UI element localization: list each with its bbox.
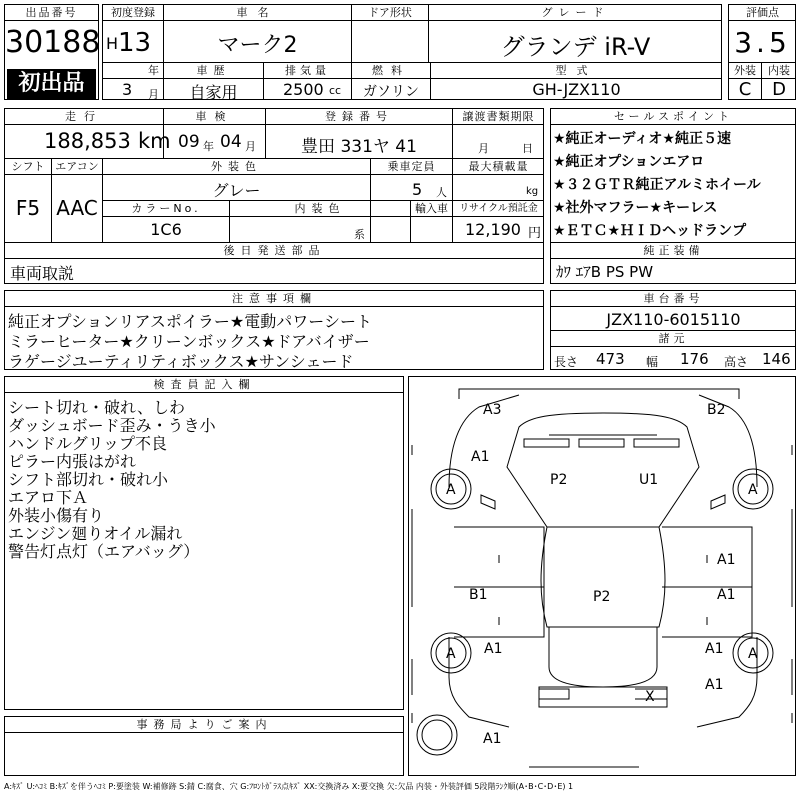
ac: AAC [56, 196, 98, 220]
displacement-label: 排気量 [285, 64, 330, 77]
exterior-label: 外装 [734, 64, 756, 77]
damage-mark: A [446, 482, 456, 498]
lot-number-label: 出品番号 [5, 5, 98, 21]
ext-color: グレー [212, 181, 261, 200]
inspector-label: 検査員記入欄 [153, 378, 256, 391]
transfer-day-unit: 日 [522, 142, 533, 155]
import-label: 輸入車 [415, 202, 448, 215]
color-no: 1C6 [150, 220, 182, 239]
history-label: 車歴 [196, 64, 231, 77]
damage-mark: A1 [705, 677, 724, 693]
damage-mark: A1 [705, 641, 724, 657]
fuel: ガソリン [363, 84, 419, 100]
office-label: 事務局よりご案内 [136, 718, 273, 731]
recycle-label: リサイクル預託金 [459, 203, 538, 214]
first-reg-year: 13 [118, 28, 152, 58]
transfer-month-unit: 月 [478, 142, 489, 155]
equipment: ｶﾜ ｴｱB PS PW [556, 263, 654, 281]
car-name-label: 車名 [236, 6, 279, 19]
model: GH-JZX110 [532, 80, 621, 99]
note-line: 純正オプションリアスポイラー★電動パワーシート [8, 312, 372, 331]
int-color-suffix: 系 [354, 228, 365, 241]
door-label: ドア形状 [368, 6, 412, 19]
inspector-line: 警告灯点灯（エアバッグ） [8, 542, 200, 561]
sales-points-label: セールスポイント [613, 110, 733, 123]
sales-point-item: ★純正オプションエアロ [553, 154, 705, 170]
history: 自家用 [189, 83, 238, 102]
damage-mark: A [748, 646, 758, 662]
max-load-label: 最大積載量 [468, 160, 529, 173]
ac-label: エアコン [55, 160, 99, 173]
grade: グランデ iR-V [500, 33, 651, 61]
legend: A:ｷｽﾞ U:ﾍｺﾐ B:ｷｽﾞを伴うﾍｺﾐ P:要塗装 W:補修跡 S:錆 C:腐食、穴 G:ﾌﾛﾝﾄｶﾞﾗｽ点ｷｽﾞ XX:交換済み X:要交換 欠:欠品 内装・外装評価 5段階ﾗﾝｸ順(A･B･C･D･E) 1 [4, 782, 574, 791]
displacement: 2500 [283, 80, 324, 99]
capacity-label: 乗車定員 [387, 160, 436, 173]
later-parts-label: 後日発送部品 [223, 244, 326, 257]
height-label: 高さ [724, 355, 749, 369]
car-diagram [409, 377, 795, 775]
year-unit: 年 [148, 64, 159, 77]
inspector-line: シート切れ・破れ、しわ [8, 398, 185, 417]
month-unit: 月 [148, 88, 159, 101]
int-color-label: 内装色 [294, 202, 346, 215]
equipment-label: 純正装備 [643, 244, 704, 257]
damage-mark: A1 [717, 587, 736, 603]
inspector-line: エンジン廻りオイル漏れ [8, 524, 183, 543]
recycle-unit: 円 [528, 226, 542, 241]
length-label: 長さ [554, 355, 579, 369]
lot-number-box [4, 4, 99, 100]
sales-point-item: ★ＥＴＣ★ＨＩＤヘッドランプ [553, 223, 747, 239]
inspection-year-unit: 年 [203, 140, 214, 153]
inspection-year: 09 [178, 132, 200, 152]
damage-mark: A1 [717, 552, 736, 568]
damage-diagram-box [408, 376, 796, 776]
exterior-grade: C [738, 79, 752, 100]
sales-point-item: ★純正オーディオ★純正５速 [553, 131, 731, 147]
damage-mark: U1 [639, 472, 659, 488]
first-reg-month: 3 [122, 80, 133, 99]
model-label: 型式 [555, 64, 598, 77]
grade-label: グレード [541, 6, 610, 19]
car-name: マーク2 [217, 33, 298, 58]
inspector-line: ダッシュボード歪み・うき小 [8, 416, 216, 435]
note-line: ラゲージユーティリティボックス★サンシェード [8, 352, 354, 371]
later-parts: 車両取説 [10, 264, 75, 283]
transfer-deadline-label: 譲渡書類期限 [462, 110, 535, 123]
inspection-label: 車検 [195, 110, 234, 123]
score-label: 評価点 [746, 6, 779, 19]
inspector-line: エアロ下Ａ [8, 488, 89, 507]
capacity: 5 [412, 180, 423, 199]
inspection-month: 04 [220, 132, 242, 152]
damage-mark: A [748, 482, 758, 498]
shift-label: シフト [11, 160, 45, 173]
height: 146 [762, 350, 791, 368]
damage-mark: A1 [484, 641, 503, 657]
capacity-unit: 人 [436, 186, 447, 199]
damage-mark: P2 [550, 472, 568, 488]
inspection-month-unit: 月 [245, 140, 256, 153]
mileage-unit: km [138, 129, 171, 153]
ext-color-label: 外装色 [211, 160, 262, 173]
note-line: ミラーヒーター★クリーンボックス★ドアバイザー [8, 332, 370, 351]
dims-label: 諸元 [658, 332, 689, 345]
width: 176 [680, 350, 709, 368]
color-no-label: カラーNo. [131, 202, 201, 215]
interior-grade: D [772, 79, 786, 100]
recycle: 12,190 [465, 220, 521, 239]
mileage: 188,853 [44, 129, 131, 153]
max-load-unit: kg [526, 186, 539, 197]
damage-mark: B1 [469, 587, 488, 603]
first-listing-badge: 初出品 [7, 69, 96, 99]
era: H [106, 34, 119, 53]
damage-mark: A3 [483, 402, 502, 418]
displacement-unit: cc [329, 84, 342, 97]
length: 473 [596, 350, 625, 368]
reg-no-label: 登録番号 [325, 110, 393, 123]
fuel-label: 燃料 [372, 64, 410, 77]
reg-no: 豊田 331ヤ 41 [301, 137, 417, 157]
first-reg-label: 初度登録 [111, 6, 155, 19]
chassis-label: 車台番号 [643, 292, 704, 305]
score: 3.5 [734, 26, 791, 59]
sales-point-item: ★３２ＧＴＲ純正アルミホイール [553, 177, 761, 193]
damage-mark: A [446, 646, 456, 662]
damage-mark: A1 [483, 731, 502, 747]
width-label: 幅 [646, 355, 659, 369]
sales-point-item: ★社外マフラー★キーレス [553, 200, 718, 216]
lot-number: 30188 [5, 25, 101, 60]
inspector-line: シフト部切れ・破れ小 [8, 470, 169, 489]
shift: F5 [15, 196, 41, 220]
damage-mark: B2 [707, 402, 726, 418]
interior-label: 内装 [768, 64, 790, 77]
mileage-label: 走行 [65, 110, 103, 123]
damage-mark: A1 [471, 449, 490, 465]
inspector-line: ハンドルグリップ不良 [8, 434, 168, 453]
damage-mark: X [645, 689, 655, 705]
damage-mark: P2 [593, 589, 611, 605]
chassis-number: JZX110-6015110 [606, 310, 741, 329]
inspector-line: ピラー内張はがれ [8, 452, 137, 471]
notes-label: 注意事項欄 [232, 292, 317, 305]
inspector-line: 外装小傷有り [8, 506, 105, 525]
